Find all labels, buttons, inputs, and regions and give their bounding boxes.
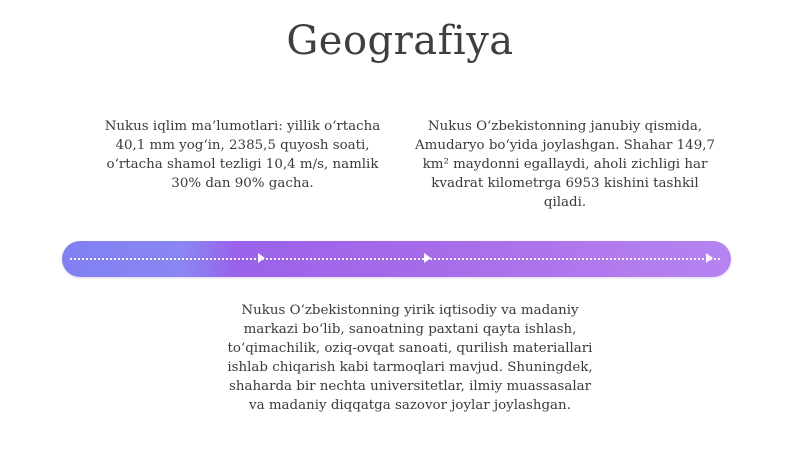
arrow-right-icon: [424, 253, 431, 263]
economy-paragraph: Nukus O‘zbekistonning yirik iqtisodiy va madaniy markazi bo‘lib, sanoatning paxtani qayta ishlash, to‘qimachilik, oziq-ovqat sanoati, qurilish materiallari ishlab chiqarish kabi tarmoqlari mavjud. Shuningdek, shaharda bir nechta universitetlar, ilmiy muassasalar va madaniy diqqatga sazovor joylar joylashgan.: [227, 303, 593, 413]
arrow-right-icon: [706, 253, 713, 263]
timeline-bar: [62, 241, 731, 277]
climate-paragraph: Nukus iqlim ma’lumotlari: yillik o‘rtacha 40,1 mm yog‘in, 2385,5 quyosh soati, o‘rtacha shamol tezligi 10,4 m/s, namlik 30% dan 90% gacha.: [104, 119, 381, 191]
arrow-right-icon: [258, 253, 265, 263]
location-paragraph: Nukus O‘zbekistonning janubiy qismida, Amudaryo bo‘yida joylashgan. Shahar 149,7 km² maydonni egallaydi, aholi zichligi har kvadrat kilometrga 6953 kishini tashkil qiladi.: [415, 119, 715, 210]
timeline-dotted-line: [70, 258, 720, 260]
page-title: Geografiya: [286, 18, 514, 64]
